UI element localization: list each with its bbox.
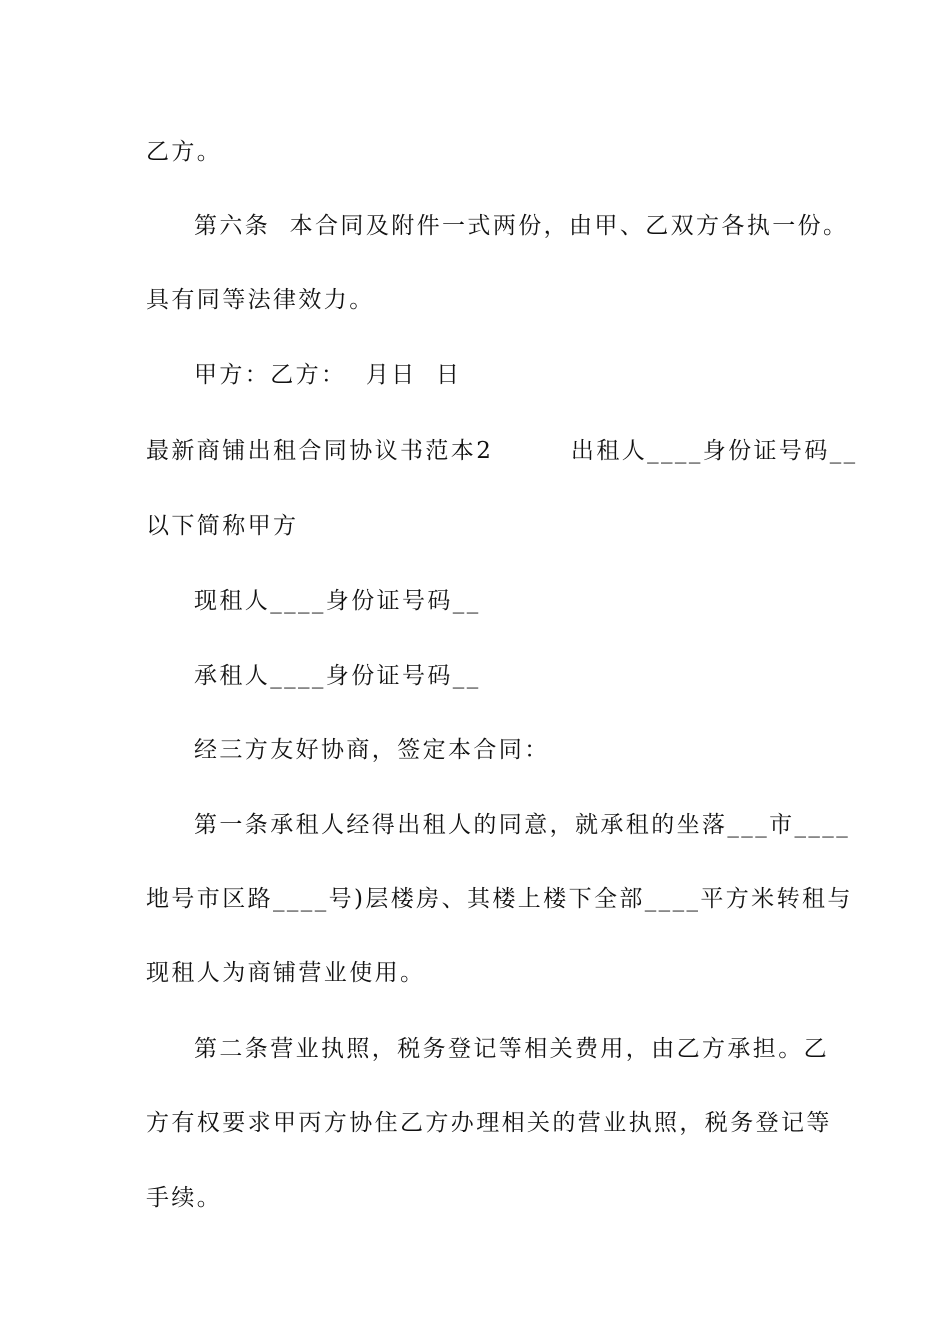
text-line: 甲方：乙方： 月日 日	[194, 362, 462, 388]
text-line: 第一条承租人经得出租人的同意，就承租的坐落___市____	[194, 812, 851, 838]
text-line: 现租人____身份证号码__	[194, 588, 481, 614]
text-line: 现租人为商铺营业使用。	[146, 960, 426, 986]
text-line: 经三方友好协商，签定本合同：	[194, 737, 550, 763]
text-line: 手续。	[146, 1185, 223, 1211]
text-line: 承租人____身份证号码__	[194, 663, 481, 689]
section-title-line: 最新商铺出租合同协议书范本2 出租人____身份证号码__	[146, 438, 858, 464]
text-line: 第六条 本合同及附件一式两份，由甲、乙双方各执一份。	[194, 213, 849, 239]
text-line: 以下简称甲方	[146, 513, 299, 539]
text-line: 地号市区路____号)层楼房、其楼上楼下全部____平方米转租与	[146, 886, 853, 912]
text-line: 方有权要求甲丙方协住乙方办理相关的营业执照，税务登记等	[146, 1110, 832, 1136]
text-line: 乙方。	[146, 139, 223, 165]
text-line: 第二条营业执照，税务登记等相关费用，由乙方承担。乙	[194, 1036, 829, 1062]
text-line: 具有同等法律效力。	[146, 287, 375, 313]
